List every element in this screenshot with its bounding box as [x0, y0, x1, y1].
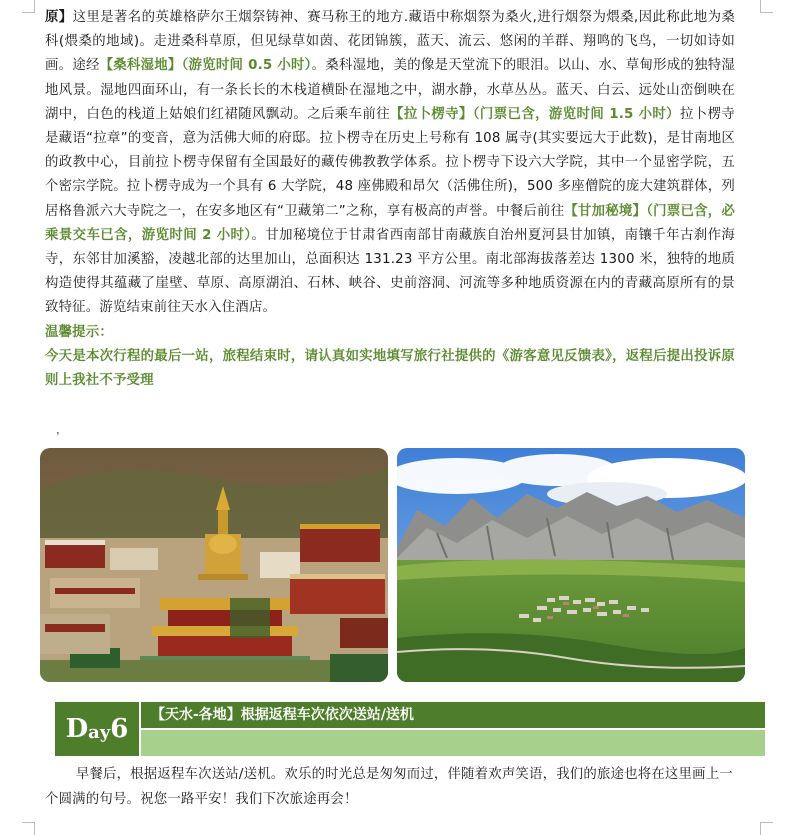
stray-mark: ，: [56, 423, 67, 436]
itinerary-paragraph: [45, 6, 735, 321]
highlight-labrang-monastery: 【拉卜楞寺】（门票已含，游览时间 1.5 小时）: [390, 106, 680, 122]
page-corner-mark: [760, 822, 773, 835]
text-run: 原】: [45, 10, 73, 25]
day-badge-number: 6: [110, 714, 129, 744]
day-title-underbar: [141, 730, 765, 756]
text-run: 。桑科湿地，美的像是天堂流下的眼泪。以山、水、草甸形成的独特湿地风景。湿地四面环山，有一条长长的木栈道横卧在湿地之中，湖水静，水草丛丛。蓝天、白云、远处山峦倒映在湖中，白色的栈道上姑娘们红裙随风飘动。之后乘车前往: [45, 58, 735, 122]
highlight-sangke-wetland: 【桑科湿地】（游览时间 0.5 小时）: [99, 58, 312, 74]
tips-text: 今天是本次行程的最后一站，旅程结束时，请认真如实地填写旅行社提供的《游客意见反馈表》，返程后提出投诉原则上我社不予受理: [45, 348, 735, 389]
text-run: 这里是著名的英雄格萨尔王烟祭铸神、赛马称王的地方.藏语中称烟祭为桑火,进行烟祭为煨桑,因此称此地为桑科(煨桑的地域)。走进桑科草原，但见绿草如茵、花团锦簇，蓝天、流云、悠闲的羊群、翔鸣的飞鸟，一切如诗如画。途经: [45, 10, 735, 74]
day-description: 早餐后，根据返程车次送站/送机。欢乐的时光总是匆匆而过，伴随着欢声笑语，我们的旅途也将在这里画上一个圆满的句号。祝您一路平安！我们下次旅途再会！: [45, 767, 733, 807]
highlight-ganjia-secret-land: 【甘加秘境】（门票已含，必乘景交车已含，游览时间 2 小时）: [45, 203, 736, 243]
day-title: 【天水-各地】根据返程车次依次送站/送机: [141, 702, 765, 728]
page-corner-mark: [22, 0, 35, 13]
tips-title: 温馨提示：: [45, 324, 113, 340]
day-badge: [55, 702, 139, 756]
text-run: 。甘加秘境位于甘肃省西南部甘南藏族自治州夏河县甘加镇，南镶千年古刹作海寺，东邻甘加溪豁，凌越北部的达里加山，总面积达 131.23 平方公里。南北部海拔落差达 1300 米，独特的地质构造使得其蕴藏了崖壁、草原、高原湖泊、石林、峡谷、史前溶洞、河流等多种地质资源在内的青藏高原所有的景致特征。游览结束前往天水入住酒店。: [45, 227, 735, 316]
day-badge-suffix: ay: [88, 721, 111, 743]
page-corner-mark: [22, 822, 35, 835]
text-run: 拉卜楞寺是藏语“拉章”的变音，意为活佛大师的府邸。拉卜楞寺在历史上号称有 108 属寺(其实要远大于此数)，是甘南地区的政教中心，目前拉卜楞寺保留有全国最好的藏传佛教教学体系。拉卜楞寺下设六大学院，其中一个显密学院，五个密宗学院。拉卜楞寺成为一个具有 6 大学院，48 座佛殿和昂欠（活佛住所)，500 多座僧院的庞大建筑群体，列居格鲁派六大寺院之一，在安多地区有“卫藏第二”之称，享有极高的声誉。中餐后前往: [45, 106, 735, 219]
page-corner-mark: [760, 0, 773, 13]
ganjia-grassland-photo: [397, 448, 745, 682]
day-badge-letter: D: [65, 714, 89, 744]
labrang-monastery-photo: [40, 448, 388, 682]
itinerary-body: [45, 6, 735, 393]
